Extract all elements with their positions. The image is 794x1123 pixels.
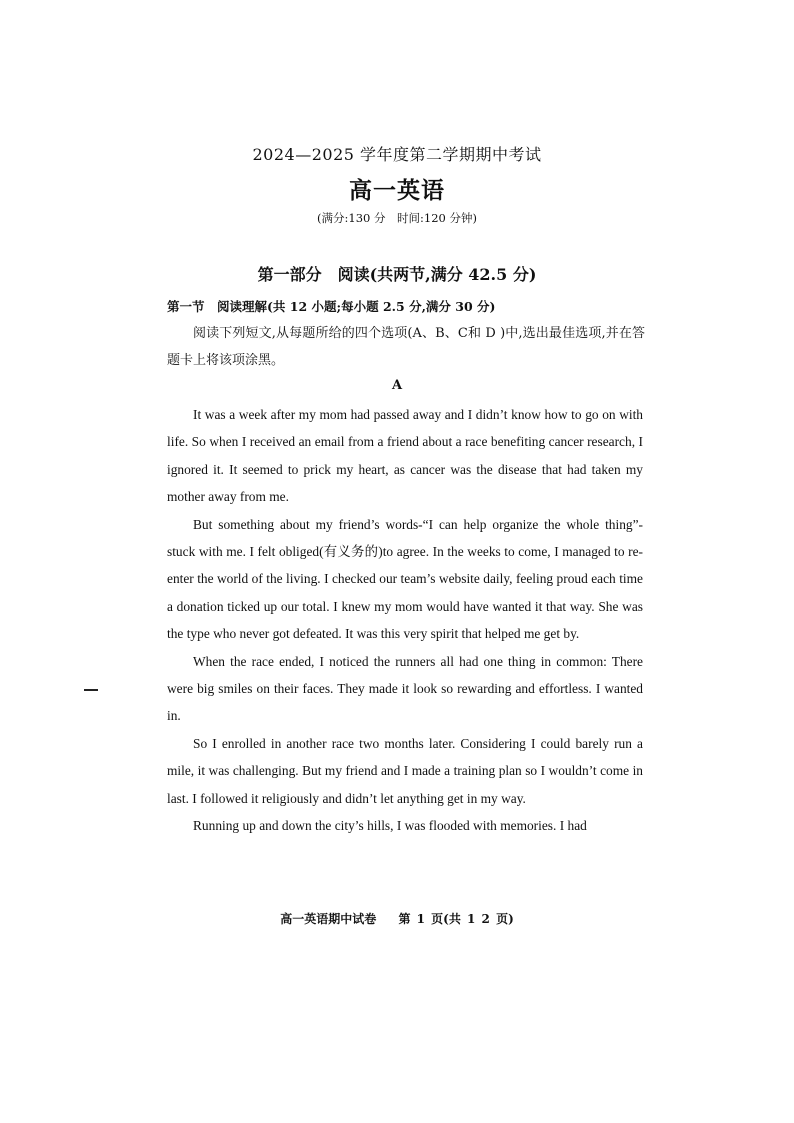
passage-paragraph-5: Running up and down the city’s hills, I was flooded with memories. I had bbox=[193, 818, 587, 834]
score-time-line: (满分:130 分 时间:120 分钟) bbox=[317, 211, 477, 225]
margin-dash-mark bbox=[84, 689, 98, 691]
footer-page-info: 第 1 页(共 1 2 页) bbox=[398, 912, 514, 926]
passage-letter: A bbox=[391, 378, 403, 393]
part-one-heading: 第一部分 阅读(共两节,满分 42.5 分) bbox=[257, 265, 537, 284]
passage-paragraph-4: So I enrolled in another race two months later. Considering I could barely run a mile, it was challenging. But my friend and I made a training plan so I wouldn’t come in last. I followed it religiously and didn’t let anything get in my way. bbox=[167, 735, 643, 806]
passage-text bbox=[167, 401, 643, 840]
footer-exam-name: 高一英语期中试卷 bbox=[280, 912, 377, 926]
subject-title: 高一英语 bbox=[349, 177, 445, 204]
passage-paragraph-2: But something about my friend’s words-“I can help organize the whole thing”-stuck with me. I felt obliged(有义务的)to agree. In the weeks to come, I managed to re-enter the world of the living. I checked our team’s website daily, feeling proud each time a donation ticked up our total. I knew my mom would have wanted it that way. She was the type who never got defeated. It was this very spirit that helped me get by. bbox=[167, 516, 643, 642]
passage-paragraph-1: It was a week after my mom had passed away and I didn’t know how to go on with life. So when I received an email from a friend about a race benefiting cancer research, I ignored it. It seemed to prick my heart, as cancer was the disease that had taken my mother away from me. bbox=[167, 407, 643, 505]
exam-title: 2024—2025 学年度第二学期期中考试 bbox=[252, 145, 542, 164]
section-instructions: 阅读下列短文,从每题所给的四个选项(A、B、C和 D )中,选出最佳选项,并在答题卡上将该项涂黑。 bbox=[167, 326, 645, 368]
section-one-heading: 第一节 阅读理解(共 12 小题;每小题 2.5 分,满分 30 分) bbox=[167, 299, 496, 314]
passage-paragraph-3: When the race ended, I noticed the runners all had one thing in common: There were big smiles on their faces. They made it look so rewarding and effortless. I wanted in. bbox=[167, 653, 643, 724]
page-footer bbox=[0, 910, 794, 927]
